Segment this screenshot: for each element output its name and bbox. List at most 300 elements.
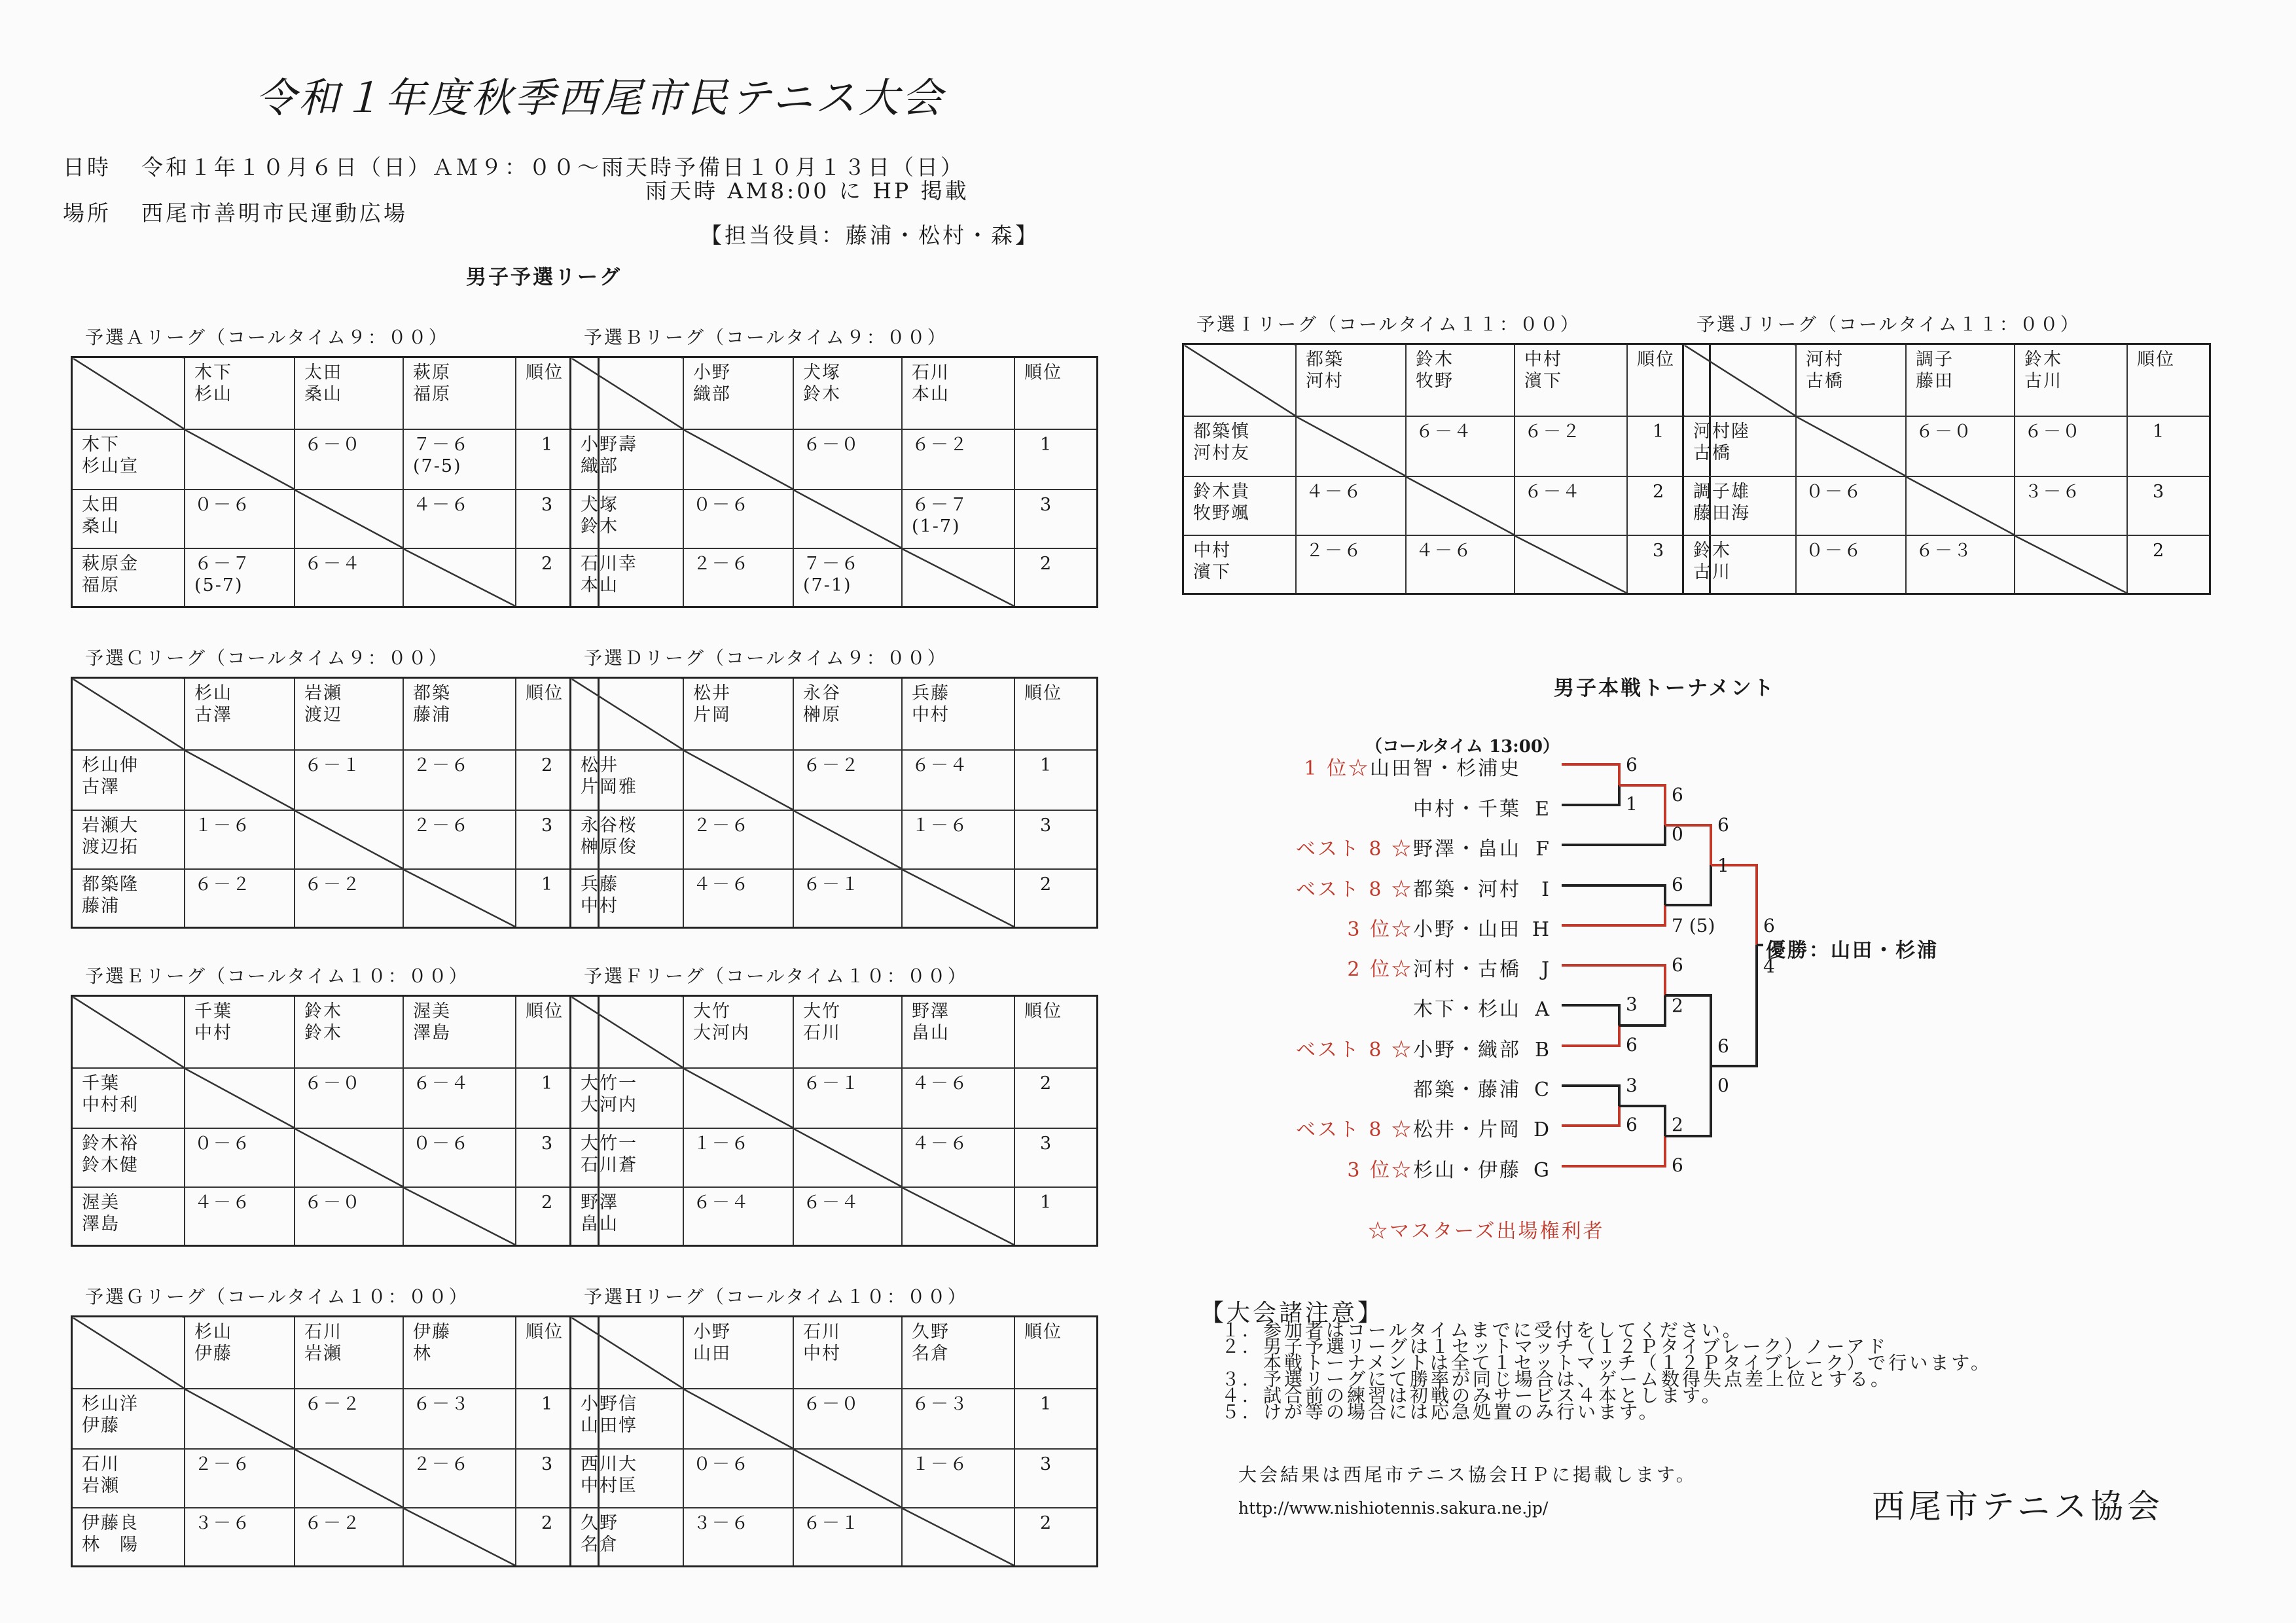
row-player-name: 鈴木健 (82, 1154, 139, 1175)
player-name: 鈴木 (2024, 349, 2062, 370)
event-date: 令和１年１０月６日（日）ＡＭ９：００～雨天時予備日１０月１３日（日） (141, 154, 965, 180)
player-name: 岩瀬 (304, 1344, 342, 1364)
rank-cell: 3 (516, 1128, 599, 1187)
set-score: ６－２ (1524, 421, 1581, 442)
note-line: ３．予選リーグにて勝率が同じ場合は、ゲーム数得失点差上位とする。 (1221, 1368, 1892, 1390)
match-score: 6 (1672, 1154, 1683, 1176)
date-label: 日時 (63, 154, 111, 180)
player-name: 千葉 (194, 1001, 232, 1022)
set-score: ３－６ (693, 1512, 750, 1533)
row-player-name: 都築慎 (1193, 421, 1250, 442)
set-score: ０－６ (1806, 481, 1863, 502)
set-score: ０－６ (194, 1133, 251, 1154)
prelim-heading: 男子予選リーグ (466, 266, 622, 289)
player-name: 山田 (693, 1344, 731, 1364)
rank-cell: 3 (516, 810, 599, 869)
rank-cell: 3 (1014, 1449, 1098, 1508)
row-player-name: 伊藤 (82, 1415, 120, 1436)
bracket-line (1562, 885, 1665, 905)
match-score: 6 (1672, 874, 1683, 895)
set-score: ０－６ (194, 494, 251, 515)
rank-cell: 3 (516, 490, 599, 548)
player-name: 太田 (304, 363, 342, 383)
row-player-name: 調子雄 (1693, 481, 1750, 502)
tiebreak-score: (1-7) (912, 516, 961, 537)
row-player-name: 中村利 (82, 1094, 139, 1115)
seed-label: 3 位☆ (1347, 1159, 1413, 1182)
bracket-line (1562, 1005, 1619, 1026)
set-score: ４－６ (413, 494, 470, 515)
set-score: ６－４ (1416, 421, 1473, 442)
player-name: 畠山 (912, 1023, 950, 1043)
row-player-name: 岩瀬 (82, 1475, 120, 1496)
match-score: 0 (1672, 823, 1683, 845)
set-score: ６－７ (194, 553, 251, 574)
player-name: 松井 (693, 683, 731, 704)
row-player-name: 久野 (581, 1512, 619, 1533)
rank-cell: 3 (516, 1449, 599, 1508)
rank-cell: 1 (1014, 1187, 1098, 1246)
row-player-name: 桑山 (82, 516, 120, 537)
row-player-name: 鈴木 (581, 516, 619, 537)
player-name: 中村 (912, 705, 950, 725)
set-score: ２－６ (413, 815, 470, 836)
set-score: ６－３ (912, 1393, 969, 1414)
set-score: ０－６ (1806, 540, 1863, 561)
player-name: 片岡 (693, 705, 731, 725)
row-player-name: 河村陸 (1693, 421, 1750, 442)
player-name: 石川 (803, 1023, 841, 1043)
set-score: ６－７ (912, 494, 969, 515)
set-score: ６－４ (304, 553, 361, 574)
set-score: ０－６ (413, 1133, 470, 1154)
results-note: 大会結果は西尾市テニス協会ＨＰに掲載します。 (1238, 1464, 1697, 1486)
player-name: 古澤 (194, 705, 232, 725)
player-name: 濱下 (1524, 371, 1562, 391)
player-name: 萩原 (413, 363, 451, 383)
note-line: ４．試合前の練習は初戦のみサービス４本とします。 (1221, 1385, 1723, 1406)
player-name: 杉山 (194, 683, 232, 704)
rank-header: 順位 (1014, 678, 1098, 750)
row-player-name: 木下 (82, 434, 120, 455)
notes-heading: 【大会諸注意】 (1200, 1300, 1384, 1327)
entry-names: 杉山・伊藤 (1413, 1159, 1521, 1182)
player-name: 名倉 (912, 1344, 950, 1364)
player-name: 木下 (194, 363, 232, 383)
rank-cell: 1 (516, 869, 599, 928)
player-name: 福原 (413, 384, 451, 404)
entry-names: 野澤・畠山 (1413, 838, 1521, 861)
row-player-name: 石川幸 (581, 553, 637, 574)
row-player-name: 渡辺拓 (82, 836, 139, 857)
player-name: 大竹 (693, 1001, 731, 1022)
player-name: 兵藤 (912, 683, 950, 704)
set-score: ６－１ (803, 1512, 860, 1533)
note-line: ５．けが等の場合には応急処置のみ行います。 (1221, 1401, 1660, 1423)
rank-cell: 1 (1014, 1389, 1098, 1449)
set-score: ６－４ (413, 1073, 470, 1094)
set-score: ４－６ (1416, 540, 1473, 561)
match-score: 1 (1717, 855, 1729, 876)
row-player-name: 畠山 (581, 1213, 619, 1234)
player-name: 渥美 (413, 1001, 451, 1022)
rank-header: 順位 (516, 1317, 599, 1389)
row-player-name: 榊原俊 (581, 836, 637, 857)
match-score: 6 (1763, 915, 1775, 936)
set-score: ４－６ (912, 1073, 969, 1094)
bracket-line (1562, 905, 1665, 925)
website-url[interactable]: http://www.nishiotennis.sakura.ne.jp/ (1238, 1499, 1549, 1518)
rank-cell: 2 (1627, 476, 1710, 535)
set-score: ０－６ (693, 1454, 750, 1474)
player-name: 伊藤 (194, 1344, 232, 1364)
entry-league: F (1535, 838, 1551, 861)
set-score: ２－６ (413, 755, 470, 776)
row-player-name: 鈴木 (1693, 540, 1731, 561)
set-score: ２－６ (194, 1454, 251, 1474)
set-score: ４－６ (1306, 481, 1363, 502)
set-score: ６－４ (803, 1192, 860, 1213)
rank-cell: 3 (1014, 1128, 1098, 1187)
row-player-name: 岩瀬大 (82, 815, 139, 836)
bracket-line (1562, 1086, 1619, 1106)
rank-cell: 2 (516, 750, 599, 810)
bracket-line (1562, 785, 1619, 805)
rank-cell: 2 (1014, 1068, 1098, 1128)
row-player-name: 藤浦 (82, 895, 120, 916)
row-player-name: 小野壽 (581, 434, 637, 455)
player-name: 中村 (1524, 349, 1562, 370)
player-name: 藤浦 (413, 705, 451, 725)
row-player-name: 名倉 (581, 1534, 619, 1555)
row-player-name: 松井 (581, 755, 619, 776)
row-player-name: 太田 (82, 494, 120, 515)
player-name: 古橋 (1806, 371, 1844, 391)
row-player-name: 萩原金 (82, 553, 139, 574)
row-player-name: 西川大 (581, 1454, 637, 1474)
row-player-name: 古川 (1693, 562, 1731, 582)
set-score: ６－４ (693, 1192, 750, 1213)
player-name: 大竹 (803, 1001, 841, 1022)
set-score: ６－３ (1916, 540, 1973, 561)
rank-cell: 1 (1627, 416, 1710, 476)
seed-label: 1 位☆ (1304, 757, 1370, 780)
rank-cell: 1 (516, 1389, 599, 1449)
row-player-name: 犬塚 (581, 494, 619, 515)
row-player-name: 杉山伸 (82, 755, 139, 776)
set-score: ６－０ (803, 434, 860, 455)
player-name: 河村 (1806, 349, 1844, 370)
bracket-line (1711, 865, 1757, 945)
row-player-name: 福原 (82, 575, 120, 596)
match-score: 0 (1717, 1075, 1729, 1096)
entry-league: H (1532, 918, 1551, 941)
entry-names: 木下・杉山 (1413, 998, 1521, 1021)
rank-cell: 1 (1014, 750, 1098, 810)
player-name: 藤田 (1916, 371, 1954, 391)
player-name: 鈴木 (803, 384, 841, 404)
player-name: 岩瀬 (304, 683, 342, 704)
player-name: 桑山 (304, 384, 342, 404)
entry-names: 山田智・杉浦史 (1370, 757, 1521, 780)
match-score: 6 (1626, 754, 1638, 776)
page-title: 令和１年度秋季西尾市民テニス大会 (255, 74, 945, 122)
masters-note: ☆マスターズ出場権利者 (1368, 1220, 1605, 1243)
player-name: 中村 (194, 1023, 232, 1043)
set-score: ６－１ (304, 755, 361, 776)
set-score: １－６ (693, 1133, 750, 1154)
player-name: 伊藤 (413, 1322, 451, 1342)
row-player-name: 石川 (82, 1454, 120, 1474)
league-title: 予選Ｆリーグ（コールタイム１０：００） (584, 965, 968, 987)
entry-league: E (1535, 798, 1551, 821)
league-title: 予選Ｂリーグ（コールタイム９：００） (584, 327, 948, 348)
player-name: 本山 (912, 384, 950, 404)
player-name: 都築 (1306, 349, 1344, 370)
row-player-name: 林 陽 (82, 1534, 139, 1555)
row-player-name: 山田惇 (581, 1415, 637, 1436)
row-player-name: 大河内 (581, 1094, 637, 1115)
rank-header: 順位 (1014, 357, 1098, 429)
rank-cell: 2 (1014, 548, 1098, 607)
set-score: ６－１ (803, 874, 860, 895)
rank-cell: 1 (516, 429, 599, 490)
rank-header: 順位 (516, 678, 599, 750)
set-score: ２－６ (693, 553, 750, 574)
note-line: １．参加者はコールタイムまでに受付をしてください。 (1221, 1319, 1744, 1341)
seed-label: ベスト 8 ☆ (1295, 838, 1413, 861)
league-title: 予選Ｊリーグ（コールタイム１１：００） (1696, 313, 2081, 335)
player-name: 杉山 (194, 1322, 232, 1342)
row-player-name: 古橋 (1693, 442, 1731, 463)
row-player-name: 澤島 (82, 1213, 120, 1234)
row-player-name: 本山 (581, 575, 619, 596)
entry-names: 都築・藤浦 (1413, 1079, 1521, 1101)
league-title: 予選Ｃリーグ（コールタイム９：００） (85, 647, 449, 669)
set-score: ６－２ (912, 434, 969, 455)
rank-header: 順位 (1627, 344, 1710, 416)
row-player-name: 伊藤良 (82, 1512, 139, 1533)
set-score: ０－６ (693, 494, 750, 515)
player-name: 犬塚 (803, 363, 841, 383)
rank-header: 順位 (516, 996, 599, 1068)
match-score: 7 (5) (1672, 915, 1715, 936)
set-score: ６－２ (803, 755, 860, 776)
player-name: 鈴木 (304, 1001, 342, 1022)
match-score: 3 (1626, 1075, 1638, 1096)
entry-league: I (1541, 878, 1551, 901)
rank-header: 順位 (1014, 1317, 1098, 1389)
match-score: 6 (1626, 1114, 1638, 1135)
champion: 優勝：山田・杉浦 (1766, 939, 1939, 962)
rank-cell: 2 (516, 1187, 599, 1246)
tiebreak-score: (5-7) (194, 575, 243, 596)
rank-cell: 2 (1014, 869, 1098, 928)
player-name: 小野 (693, 1322, 731, 1342)
entry-league: D (1533, 1118, 1551, 1141)
row-player-name: 濱下 (1193, 562, 1231, 582)
player-name: 牧野 (1416, 371, 1454, 391)
tiebreak-score: (7-5) (413, 455, 462, 476)
player-name: 調子 (1916, 349, 1954, 370)
place-label: 場所 (63, 200, 111, 226)
rank-cell: 2 (516, 1508, 599, 1567)
league-title: 予選Ｉリーグ（コールタイム１１：００） (1196, 313, 1581, 335)
row-player-name: 河村友 (1193, 442, 1250, 463)
rank-cell: 1 (1014, 429, 1098, 490)
row-player-name: 古澤 (82, 776, 120, 797)
rain-note: 雨天時 AM8:00 に HP 掲載 (645, 178, 969, 204)
match-score: 2 (1672, 1114, 1683, 1135)
set-score: ６－２ (304, 874, 361, 895)
player-name: 織部 (693, 384, 731, 404)
player-name: 古川 (2024, 371, 2062, 391)
entry-names: 小野・山田 (1413, 918, 1521, 941)
row-player-name: 中村匡 (581, 1475, 637, 1496)
player-name: 渡辺 (304, 705, 342, 725)
match-score: 4 (1763, 955, 1775, 977)
set-score: ６－４ (912, 755, 969, 776)
entry-league: A (1535, 998, 1551, 1021)
entry-names: 中村・千葉 (1413, 798, 1521, 821)
league-title: 予選Ｈリーグ（コールタイム１０：００） (584, 1286, 968, 1308)
note-line: 本戦トーナメントは全て１セットマッチ（１２Ｐタイブレーク）で行います。 (1221, 1352, 1992, 1374)
organization-name: 西尾市テニス協会 (1872, 1488, 2164, 1525)
player-name: 石川 (304, 1322, 342, 1342)
bracket-line (1562, 764, 1619, 785)
row-player-name: 大竹一 (581, 1073, 637, 1094)
seed-label: 2 位☆ (1347, 958, 1413, 981)
set-score: ４－６ (912, 1133, 969, 1154)
entry-league: G (1534, 1159, 1551, 1182)
rank-cell: 3 (1627, 535, 1710, 594)
row-player-name: 鈴木貴 (1193, 481, 1250, 502)
set-score: ６－２ (194, 874, 251, 895)
seed-label: ベスト 8 ☆ (1295, 1118, 1413, 1141)
row-player-name: 永谷桜 (581, 815, 637, 836)
rank-cell: 3 (1014, 490, 1098, 548)
row-player-name: 渥美 (82, 1192, 120, 1213)
player-name: 鈴木 (304, 1023, 342, 1043)
seed-label: ベスト 8 ☆ (1295, 1039, 1413, 1061)
rank-cell: 2 (1014, 1508, 1098, 1567)
player-name: 大河内 (693, 1023, 750, 1043)
set-score: ６－０ (803, 1393, 860, 1414)
rank-cell: 3 (1014, 810, 1098, 869)
tiebreak-score: (7-1) (803, 575, 852, 596)
set-score: ６－０ (304, 1073, 361, 1094)
bracket-line (1562, 825, 1665, 845)
rank-header: 順位 (2127, 344, 2210, 416)
row-player-name: 中村 (581, 895, 619, 916)
row-player-name: 都築隆 (82, 874, 139, 895)
row-player-name: 兵藤 (581, 874, 619, 895)
set-score: １－６ (194, 815, 251, 836)
match-score: 6 (1626, 1034, 1638, 1056)
set-score: ３－６ (194, 1512, 251, 1533)
player-name: 久野 (912, 1322, 950, 1342)
tournament-heading: 男子本戦トーナメント (1554, 677, 1776, 700)
officers: 【担当役員：藤浦・松村・森】 (700, 223, 1039, 248)
set-score: ７－６ (803, 553, 860, 574)
match-score: 6 (1672, 784, 1683, 806)
row-player-name: 小野信 (581, 1393, 637, 1414)
set-score: ７－６ (413, 434, 470, 455)
bracket-line (1562, 1026, 1619, 1046)
rank-header: 順位 (516, 357, 599, 429)
entry-names: 小野・織部 (1413, 1039, 1521, 1061)
row-player-name: 石川蒼 (581, 1154, 637, 1175)
match-score: 6 (1717, 1035, 1729, 1057)
player-name: 都築 (413, 683, 451, 704)
set-score: ６－１ (803, 1073, 860, 1094)
entry-league: J (1541, 958, 1551, 981)
match-score: 1 (1626, 793, 1638, 815)
set-score: １－６ (912, 1454, 969, 1474)
set-score: ６－０ (304, 1192, 361, 1213)
set-score: ６－２ (304, 1393, 361, 1414)
league-title: 予選Ｇリーグ（コールタイム１０：００） (85, 1286, 469, 1308)
rank-cell: 3 (2127, 476, 2210, 535)
player-name: 林 (413, 1344, 432, 1364)
seed-label: ベスト 8 ☆ (1295, 878, 1413, 901)
set-score: ２－６ (1306, 540, 1363, 561)
player-name: 永谷 (803, 683, 841, 704)
row-player-name: 藤田海 (1693, 503, 1750, 524)
entry-names: 都築・河村 (1413, 878, 1521, 901)
player-name: 河村 (1306, 371, 1344, 391)
set-score: ６－２ (304, 1512, 361, 1533)
entry-league: B (1534, 1039, 1551, 1061)
league-title: 予選Ｅリーグ（コールタイム１０：００） (85, 965, 469, 987)
row-player-name: 杉山宣 (82, 455, 139, 476)
player-name: 野澤 (912, 1001, 950, 1022)
row-player-name: 千葉 (82, 1073, 120, 1094)
player-name: 榊原 (803, 705, 841, 725)
rank-cell: 2 (2127, 535, 2210, 594)
set-score: ３－６ (2024, 481, 2081, 502)
bracket-line (1562, 965, 1665, 995)
entry-league: C (1534, 1079, 1551, 1101)
tournament-call-time: （コールタイム 13:00） (1365, 737, 1560, 757)
match-score: 2 (1672, 995, 1683, 1016)
match-score: 6 (1672, 954, 1683, 976)
player-name: 中村 (803, 1344, 841, 1364)
league-title: 予選Ｄリーグ（コールタイム９：００） (584, 647, 948, 669)
row-player-name: 片岡雅 (581, 776, 637, 797)
player-name: 杉山 (194, 384, 232, 404)
seed-label: 3 位☆ (1347, 918, 1413, 941)
set-score: ６－４ (1524, 481, 1581, 502)
set-score: ６－０ (304, 434, 361, 455)
set-score: ４－６ (693, 874, 750, 895)
set-score: ６－３ (413, 1393, 470, 1414)
note-line: ２．男子予選リーグは１セットマッチ（１２Ｐタイブレーク）ノーアド (1221, 1336, 1888, 1357)
player-name: 石川 (912, 363, 950, 383)
set-score: ６－０ (2024, 421, 2081, 442)
set-score: ２－６ (413, 1454, 470, 1474)
rank-cell: 1 (516, 1068, 599, 1128)
bracket-line (1562, 1136, 1665, 1166)
player-name: 小野 (693, 363, 731, 383)
set-score: ６－０ (1916, 421, 1973, 442)
bracket-line (1562, 1106, 1619, 1126)
rank-cell: 1 (2127, 416, 2210, 476)
rank-header: 順位 (1014, 996, 1098, 1068)
match-score: 6 (1717, 814, 1729, 836)
entry-names: 松井・片岡 (1413, 1118, 1521, 1141)
row-player-name: 野澤 (581, 1192, 619, 1213)
